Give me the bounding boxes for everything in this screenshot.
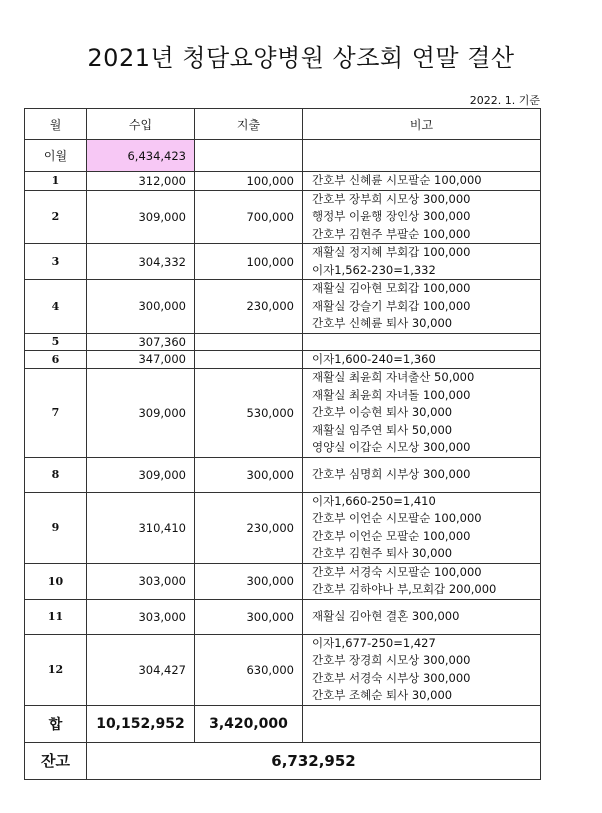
memo-cell: [303, 350, 541, 369]
carry-over-row: [25, 140, 541, 172]
table-row: [25, 457, 541, 492]
memo-line: 영양실 이갑순 시모상 300,000: [312, 440, 471, 454]
month-cell: 10: [25, 563, 87, 599]
table-row: [25, 599, 541, 634]
expense-cell: 630,000: [195, 634, 303, 705]
income-cell: 312,000: [87, 172, 195, 191]
memo-cell: [303, 369, 541, 458]
memo-line: 간호부 장부희 시모상 300,000: [312, 191, 471, 206]
memo-line: 간호부 조혜순 퇴사 30,000: [312, 688, 453, 702]
balance-amount: 6,732,952: [87, 742, 541, 779]
header-income: 수입: [87, 109, 195, 140]
table-row: [25, 280, 541, 334]
table-row: [25, 563, 541, 599]
memo-cell: [303, 244, 541, 280]
total-label: 합: [25, 705, 87, 742]
income-cell: 347,000: [87, 350, 195, 369]
total-income: 10,152,952: [87, 705, 195, 742]
month-cell: 2: [25, 190, 87, 244]
month-cell: 12: [25, 634, 87, 705]
date-note: 2022. 1. 기준: [469, 94, 540, 107]
income-cell: 304,332: [87, 244, 195, 280]
page-title: 2021년 청담요양병원 상조회 연말 결산: [87, 44, 515, 72]
memo-line: 간호부 서경숙 시모팔순 100,000: [312, 564, 482, 579]
income-cell: 304,427: [87, 634, 195, 705]
expense-cell: 300,000: [195, 563, 303, 599]
expense-cell: 530,000: [195, 369, 303, 458]
header-month: 월: [25, 109, 87, 140]
income-cell: 307,360: [87, 333, 195, 350]
table-row: [25, 172, 541, 191]
income-cell: 303,000: [87, 599, 195, 634]
memo-line: 간호부 김현주 부팔순 100,000: [312, 226, 471, 241]
carry-over-memo: [303, 140, 541, 172]
memo-line: 재활실 정지혜 부회갑 100,000: [312, 245, 471, 259]
expense-cell: 700,000: [195, 190, 303, 244]
memo-line: 재활실 김아현 결혼 300,000: [312, 608, 460, 623]
table-row: [25, 350, 541, 369]
expense-cell: [195, 333, 303, 350]
memo-line: 이자1,562-230=1,332: [312, 262, 436, 277]
table-row: [25, 244, 541, 280]
month-cell: 1: [25, 172, 87, 191]
total-memo: [303, 705, 541, 742]
expense-cell: 100,000: [195, 172, 303, 191]
table-row: [25, 492, 541, 563]
table-row: [25, 333, 541, 350]
carry-over-expense: [195, 140, 303, 172]
memo-cell: [303, 190, 541, 244]
memo-line: 재활실 최윤희 자녀출산 50,000: [312, 370, 475, 384]
balance-row: [25, 742, 541, 779]
month-cell: 7: [25, 369, 87, 458]
header-row: [25, 109, 541, 140]
total-expense: 3,420,000: [195, 705, 303, 742]
month-cell: 3: [25, 244, 87, 280]
carry-over-label: 이월: [25, 140, 87, 172]
memo-line: 간호부 김현주 퇴사 30,000: [312, 546, 453, 560]
expense-cell: 300,000: [195, 457, 303, 492]
income-cell: 300,000: [87, 280, 195, 334]
month-cell: 8: [25, 457, 87, 492]
memo-line: 이자1,660-250=1,410: [312, 493, 436, 508]
memo-cell: [303, 172, 541, 191]
memo-line: 간호부 이언순 시모팔순 100,000: [312, 511, 482, 525]
income-cell: 309,000: [87, 190, 195, 244]
memo-line: 재활실 임주연 퇴사 50,000: [312, 422, 453, 437]
memo-cell: [303, 634, 541, 705]
table-row: [25, 190, 541, 244]
memo-line: 재활실 최윤희 자녀돌 100,000: [312, 387, 471, 402]
expense-cell: [195, 350, 303, 369]
memo-line: 간호부 김하야나 부,모회갑 200,000: [312, 582, 497, 596]
memo-line: 행정부 이윤행 장인상 300,000: [312, 209, 471, 223]
memo-line: 간호부 장경희 시모상 300,000: [312, 653, 471, 667]
memo-line: 간호부 이승현 퇴사 30,000: [312, 405, 453, 419]
memo-line: 간호부 이언순 모팔순 100,000: [312, 528, 471, 543]
month-cell: 5: [25, 333, 87, 350]
memo-cell: [303, 457, 541, 492]
memo-line: 재활실 강슬기 부회갑 100,000: [312, 298, 471, 313]
memo-line: 재활실 김아현 모회갑 100,000: [312, 281, 471, 295]
memo-line: 간호부 신혜륜 시모팔순 100,000: [312, 173, 482, 187]
expense-cell: 100,000: [195, 244, 303, 280]
memo-cell: [303, 563, 541, 599]
income-cell: 310,410: [87, 492, 195, 563]
total-row: [25, 705, 541, 742]
header-expense: 지출: [195, 109, 303, 140]
memo-line: 간호부 신혜륜 퇴사 30,000: [312, 316, 453, 330]
carry-over-income: 6,434,423: [87, 140, 195, 172]
memo-line: 간호부 서경숙 시부상 300,000: [312, 670, 471, 685]
income-cell: 309,000: [87, 457, 195, 492]
month-cell: 9: [25, 492, 87, 563]
memo-cell: [303, 333, 541, 350]
memo-line: 이자1,600-240=1,360: [312, 351, 436, 366]
memo-cell: [303, 599, 541, 634]
income-cell: 303,000: [87, 563, 195, 599]
memo-cell: [303, 492, 541, 563]
month-cell: 4: [25, 280, 87, 334]
header-memo: 비고: [303, 109, 541, 140]
settlement-table: [24, 108, 541, 780]
expense-cell: 230,000: [195, 492, 303, 563]
table-row: [25, 369, 541, 458]
memo-cell: [303, 280, 541, 334]
table-row: [25, 634, 541, 705]
expense-cell: 230,000: [195, 280, 303, 334]
expense-cell: 300,000: [195, 599, 303, 634]
memo-line: 이자1,677-250=1,427: [312, 635, 436, 650]
income-cell: 309,000: [87, 369, 195, 458]
memo-line: 간호부 심명희 시부상 300,000: [312, 466, 471, 481]
month-cell: 6: [25, 350, 87, 369]
balance-label: 잔고: [25, 742, 87, 779]
month-cell: 11: [25, 599, 87, 634]
